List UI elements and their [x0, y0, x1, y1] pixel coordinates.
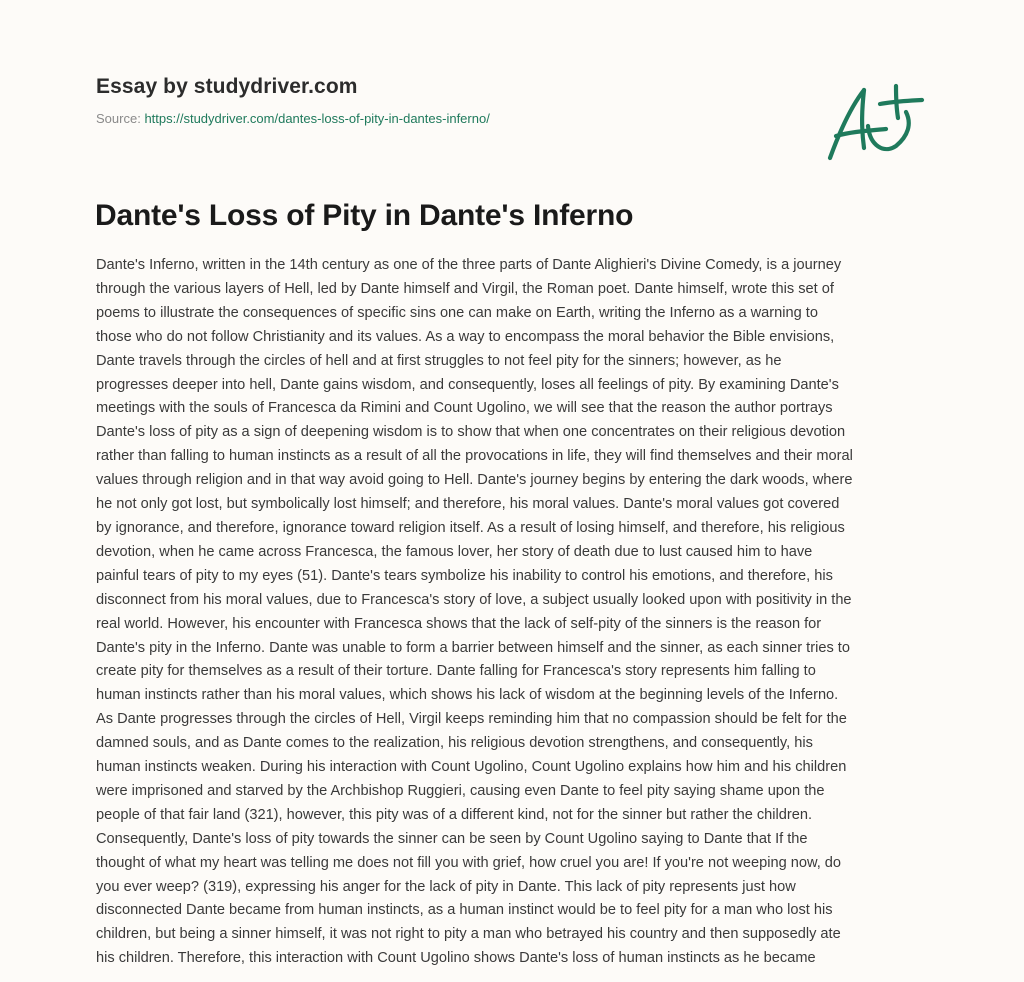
essay-line: Consequently, Dante's loss of pity towards the sinner can be seen by Count Ugolino saying to Dante that If the — [96, 830, 808, 847]
essay-line: Dante travels through the circles of hell and at first struggles to not feel pity for the sinners; however, as he — [96, 352, 782, 369]
essay-line: those who do not follow Christianity and its values. As a way to encompass the moral behavior the Bible envisions, — [96, 328, 835, 345]
essay-line: he not only got lost, but symbolically lost himself; and therefore, his moral values. Dante's moral values got covered — [96, 496, 840, 513]
essay-line: devotion, when he came across Francesca, the famous lover, her story of death due to lust caused him to have — [96, 543, 813, 560]
source-label: Source: — [96, 111, 141, 126]
essay-line: people of that fair land (321), however, this pity was of a different kind, not for the sinner but rather the children. — [96, 806, 813, 823]
essay-line: values through religion and in that way avoid going to Hell. Dante's journey begins by entering the dark woods, where — [96, 472, 853, 489]
site-title: Essay by studydriver.com — [96, 75, 358, 98]
essay-line: disconnected Dante became from human instincts, as a human instinct would be to feel pity for a man who lost his — [96, 902, 833, 919]
source-line — [96, 110, 490, 128]
essay-line: human instincts weaken. During his interaction with Count Ugolino, Count Ugolino explains how him and his children — [96, 759, 847, 776]
essay-line: poems to illustrate the consequences of specific sins one can make on Earth, writing the Inferno as a warning to — [96, 304, 818, 321]
essay-line: damned souls, and as Dante comes to the realization, his religious devotion strengthens, and consequently, his — [96, 735, 813, 752]
essay-line: rather than falling to human instincts as a result of all the provocations in life, they will find themselves and their moral — [96, 448, 853, 465]
essay-body — [96, 254, 936, 971]
essay-line: progresses deeper into hell, Dante gains wisdom, and consequently, loses all feelings of pity. By examining Dante's — [96, 376, 839, 393]
essay-line: disconnect from his moral values, due to Francesca's story of love, a subject usually looked upon with positivity in the — [96, 591, 852, 608]
essay-line: by ignorance, and therefore, ignorance toward religion itself. As a result of losing himself, and therefore, his religious — [96, 519, 845, 536]
essay-line: you ever weep? (319), expressing his anger for the lack of pity in Dante. This lack of pity represents just how — [96, 878, 796, 895]
essay-line: his children. Therefore, this interaction with Count Ugolino shows Dante's loss of human instincts as he became — [96, 950, 816, 967]
essay-line: Dante's Inferno, written in the 14th century as one of the three parts of Dante Alighieri's Divine Comedy, is a journey — [96, 257, 842, 273]
essay-line: thought of what my heart was telling me does not fill you with grief, how cruel you are! If you're not weeping now, do — [96, 854, 842, 871]
essay-line: create pity for themselves as a result of their torture. Dante falling for Francesca's story represents him falling to — [96, 663, 816, 680]
essay-line: Dante's pity in the Inferno. Dante was unable to form a barrier between himself and the sinner, as each sinner tries to — [96, 639, 850, 656]
essay-line: were imprisoned and starved by the Archbishop Ruggieri, causing even Dante to feel pity saying shame upon the — [96, 782, 825, 799]
essay-line: Dante's loss of pity as a sign of deepening wisdom is to show that when one concentrates on their religious devotion — [96, 424, 846, 441]
essay-line: painful tears of pity to my eyes (51). Dante's tears symbolize his inability to control his emotions, and therefore, his — [96, 567, 833, 584]
a-plus-grade-icon — [822, 66, 932, 166]
site-header — [96, 73, 490, 128]
essay-line: As Dante progresses through the circles of Hell, Virgil keeps reminding him that no compassion should be felt for the — [96, 711, 847, 728]
essay-line: human instincts rather than his moral values, which shows his lack of wisdom at the beginning levels of the Inferno. — [96, 687, 839, 704]
essay-title: Dante's Loss of Pity in Dante's Inferno — [95, 199, 634, 232]
essay-line: meetings with the souls of Francesca da Rimini and Count Ugolino, we will see that the reason the author portrays — [96, 400, 833, 417]
essay-line: real world. However, his encounter with Francesca shows that the lack of self-pity of the sinners is the reason for — [96, 615, 822, 632]
essay-line: children, but being a sinner himself, it was not right to pity a man who betrayed his country and then supposedly ate — [96, 926, 841, 943]
essay-line: through the various layers of Hell, led by Dante himself and Virgil, the Roman poet. Dante himself, wrote this set of — [96, 280, 834, 297]
source-link[interactable]: https://studydriver.com/dantes-loss-of-pity-in-dantes-inferno/ — [144, 111, 490, 126]
